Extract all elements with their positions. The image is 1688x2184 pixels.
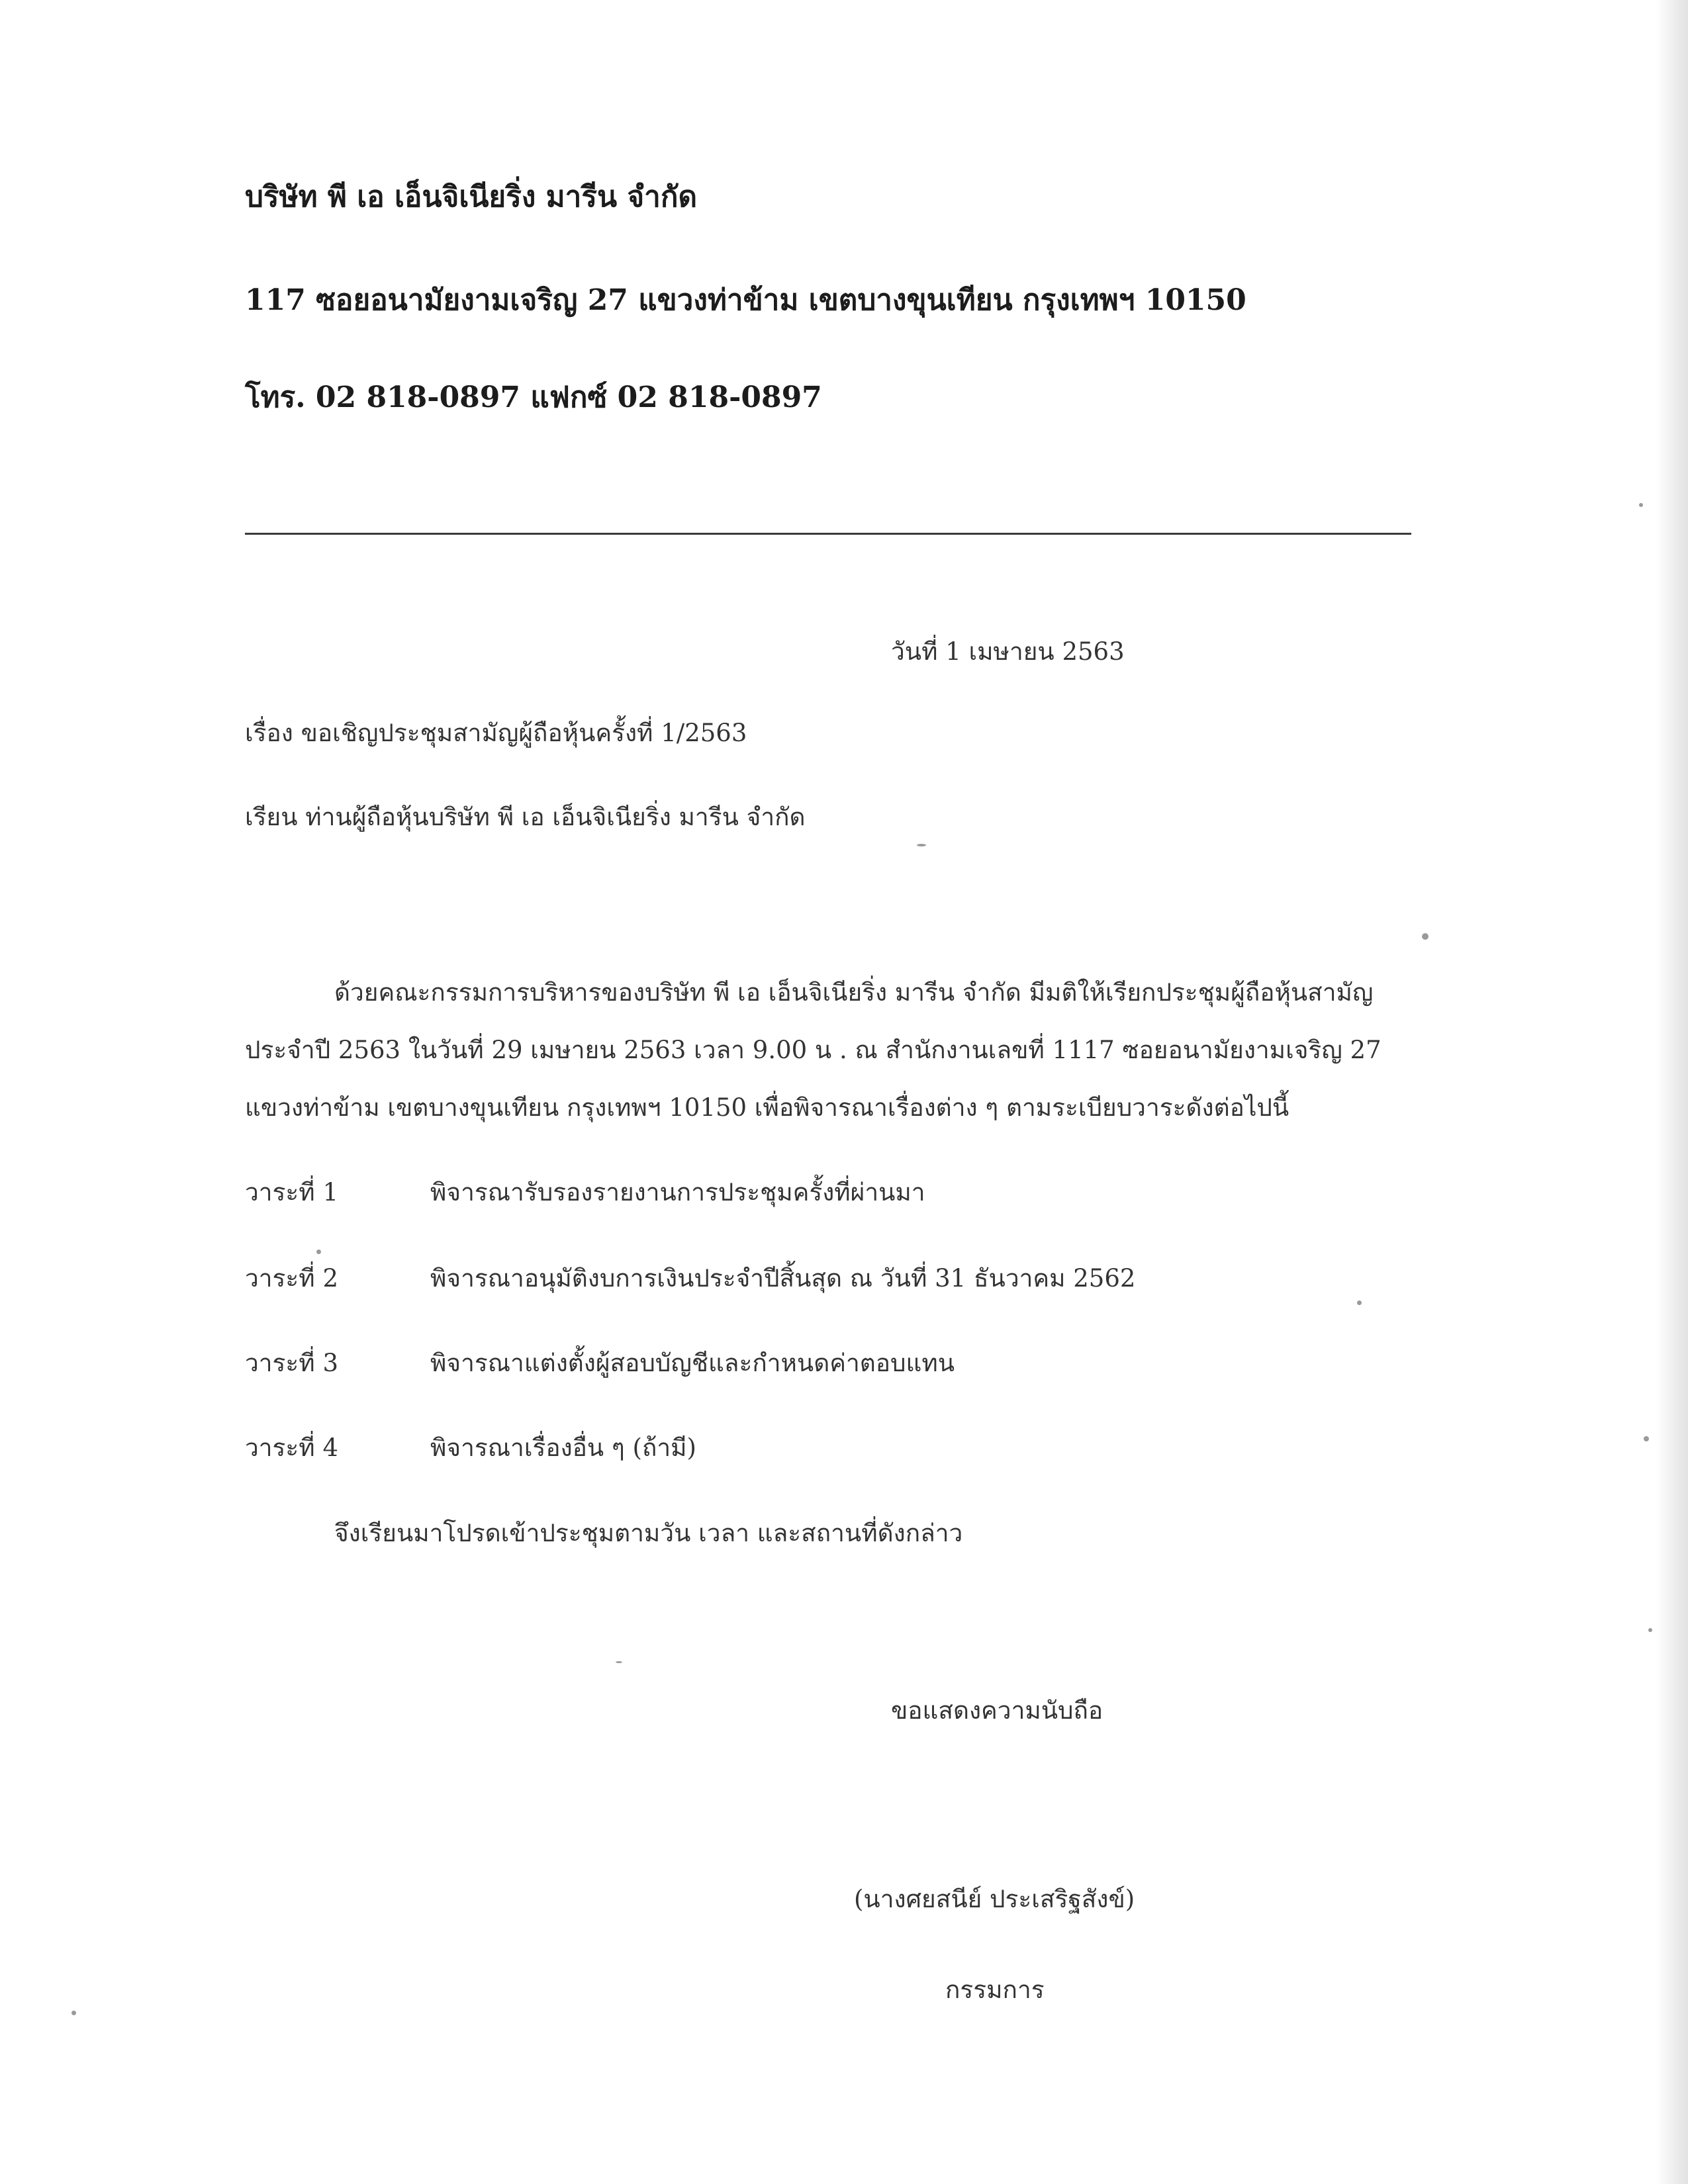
company-contact: โทร. 02 818-0897 แฟกซ์ 02 818-0897 (245, 381, 822, 414)
closing-line: จึงเรียนมาโปรดเข้าประชุมตามวัน เวลา และสถานที่ดังกล่าว (334, 1519, 963, 1547)
letter-subject: เรื่อง ขอเชิญประชุมสามัญผู้ถือหุ้นครั้งที่ 1/2563 (245, 719, 747, 747)
scan-speck (917, 844, 926, 846)
agenda-text-1: พิจารณารับรองรายงานการประชุมครั้งที่ผ่านมา (430, 1178, 925, 1206)
signatory-name: (นางศยสนีย์ ประเสริฐสังข์) (854, 1885, 1135, 1913)
scan-speck (1422, 933, 1429, 940)
scan-speck (1639, 503, 1643, 507)
scan-speck (71, 2011, 76, 2015)
scan-speck (1357, 1300, 1362, 1305)
scan-speck (1644, 1436, 1649, 1441)
agenda-label-2: วาระที่ 2 (245, 1264, 338, 1293)
sign-off: ขอแสดงความนับถือ (891, 1696, 1103, 1725)
body-line-3: แขวงท่าข้าม เขตบางขุนเทียน กรุงเทพฯ 10150 เพื่อพิจารณาเรื่องต่าง ๆ ตามระเบียบวาระดังต่อไปนี้ (245, 1093, 1289, 1122)
signatory-title: กรรมการ (945, 1976, 1045, 2004)
body-line-2: ประจำปี 2563 ในวันที่ 29 เมษายน 2563 เวลา 9.00 น . ณ สำนักงานเลขที่ 1117 ซอยอนามัยงามเจริญ 27 (245, 1036, 1382, 1064)
body-line-1: ด้วยคณะกรรมการบริหารของบริษัท พี เอ เอ็นจิเนียริ่ง มารีน จำกัด มีมติให้เรียกประชุมผู้ถือหุ้นสามัญ (334, 978, 1374, 1007)
company-address: 117 ซอยอนามัยงามเจริญ 27 แขวงท่าข้าม เขตบางขุนเทียน กรุงเทพฯ 10150 (245, 283, 1246, 317)
letter-recipient: เรียน ท่านผู้ถือหุ้นบริษัท พี เอ เอ็นจิเนียริ่ง มารีน จำกัด (245, 803, 806, 831)
agenda-text-4: พิจารณาเรื่องอื่น ๆ (ถ้ามี) (430, 1433, 696, 1462)
header-divider (245, 533, 1411, 535)
agenda-label-4: วาระที่ 4 (245, 1433, 338, 1462)
scan-speck (616, 1661, 622, 1663)
company-name: บริษัท พี เอ เอ็นจิเนียริ่ง มารีน จำกัด (245, 180, 698, 214)
agenda-label-3: วาระที่ 3 (245, 1349, 338, 1377)
agenda-text-2: พิจารณาอนุมัติงบการเงินประจำปีสิ้นสุด ณ วันที่ 31 ธันวาคม 2562 (430, 1264, 1136, 1293)
scan-speck (316, 1250, 321, 1254)
agenda-label-1: วาระที่ 1 (245, 1178, 338, 1206)
scan-speck (1648, 1628, 1652, 1632)
letter-date: วันที่ 1 เมษายน 2563 (891, 637, 1125, 666)
scan-edge-shadow (1656, 0, 1688, 2184)
agenda-text-3: พิจารณาแต่งตั้งผู้สอบบัญชีและกำหนดค่าตอบแทน (430, 1349, 955, 1377)
